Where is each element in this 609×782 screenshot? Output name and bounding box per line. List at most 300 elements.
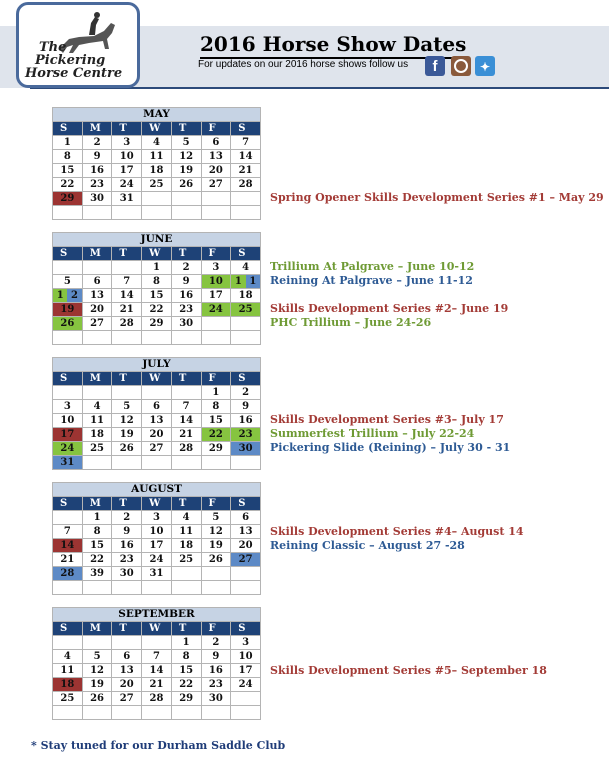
day-cell: 20 (112, 678, 142, 692)
weekday-label: F (201, 247, 231, 261)
day-cell: 7 (171, 400, 201, 414)
facebook-icon[interactable]: f (425, 56, 445, 76)
day-cell: 10 (142, 525, 172, 539)
day-cell: 15 (201, 414, 231, 428)
day-cell: 16 (231, 414, 261, 428)
weekday-header-row (53, 372, 261, 386)
day-cell (82, 331, 112, 345)
weekday-label: S (231, 622, 261, 636)
day-cell: 19 (201, 539, 231, 553)
weekday-label: T (171, 372, 201, 386)
day-cell: 24 (112, 178, 142, 192)
day-cell (201, 192, 231, 206)
week-row (53, 567, 261, 581)
weekday-label: S (53, 247, 83, 261)
day-cell (201, 706, 231, 720)
weekday-label: T (112, 622, 142, 636)
day-cell: 21 (171, 428, 201, 442)
day-cell: 26 (171, 178, 201, 192)
day-cell (53, 289, 83, 303)
logo-line-3: Horse Centre (25, 66, 123, 81)
day-cell: 8 (201, 400, 231, 414)
day-cell: 6 (142, 400, 172, 414)
day-cell (53, 261, 83, 275)
day-cell: 19 (53, 303, 83, 317)
day-cell (231, 581, 261, 595)
day-cell: 28 (142, 692, 172, 706)
day-cell (82, 581, 112, 595)
event-july-1: Skills Development Series #3– July 17 (270, 413, 504, 426)
day-cell (112, 331, 142, 345)
day-cell (171, 206, 201, 220)
day-cell: 17 (142, 539, 172, 553)
day-cell: 9 (201, 650, 231, 664)
day-cell: 14 (112, 289, 142, 303)
day-cell: 28 (53, 567, 83, 581)
week-row (53, 664, 261, 678)
month-header-row (53, 483, 261, 497)
day-cell: 9 (82, 150, 112, 164)
day-cell: 7 (112, 275, 142, 289)
weekday-label: M (82, 122, 112, 136)
day-cell: 3 (231, 636, 261, 650)
week-row (53, 414, 261, 428)
weekday-label: T (112, 122, 142, 136)
day-cell: 21 (142, 678, 172, 692)
day-cell: 29 (53, 192, 83, 206)
day-cell: 6 (112, 650, 142, 664)
day-cell: 20 (82, 303, 112, 317)
day-cell: 14 (142, 664, 172, 678)
day-cell: 14 (53, 539, 83, 553)
day-cell: 13 (112, 664, 142, 678)
day-cell (171, 331, 201, 345)
weekday-header-row (53, 622, 261, 636)
day-cell (82, 386, 112, 400)
day-cell (142, 636, 172, 650)
day-cell: 2 (171, 261, 201, 275)
day-cell (112, 581, 142, 595)
day-cell: 14 (171, 414, 201, 428)
day-cell (231, 192, 261, 206)
day-cell: 39 (82, 567, 112, 581)
day-cell: 16 (201, 664, 231, 678)
day-cell: 21 (112, 303, 142, 317)
day-cell: 23 (82, 178, 112, 192)
day-cell: 13 (142, 414, 172, 428)
day-cell: 11 (142, 150, 172, 164)
day-cell: 5 (82, 650, 112, 664)
day-cell (112, 706, 142, 720)
week-row (53, 206, 261, 220)
logo-line-2: Pickering (35, 53, 106, 68)
day-cell: 1 (201, 386, 231, 400)
week-row (53, 581, 261, 595)
month-name: SEPTEMBER (53, 608, 261, 622)
day-cell: 27 (142, 442, 172, 456)
day-cell (142, 581, 172, 595)
day-cell: 6 (82, 275, 112, 289)
event-june-2: Reining At Palgrave – June 11-12 (270, 274, 473, 287)
day-cell: 15 (142, 289, 172, 303)
day-cell: 1 (82, 511, 112, 525)
day-cell: 9 (171, 275, 201, 289)
day-cell: 10 (53, 414, 83, 428)
weekday-label: S (231, 122, 261, 136)
day-cell (171, 192, 201, 206)
weekday-label: W (142, 247, 172, 261)
day-cell: 24 (231, 678, 261, 692)
week-row (53, 164, 261, 178)
weekday-label: W (142, 122, 172, 136)
day-cell (231, 706, 261, 720)
weekday-label: M (82, 247, 112, 261)
day-part-blue: 2 (67, 289, 81, 302)
day-cell (112, 386, 142, 400)
week-row (53, 539, 261, 553)
week-row (53, 289, 261, 303)
weekday-label: F (201, 622, 231, 636)
week-row (53, 150, 261, 164)
weekday-label: S (53, 122, 83, 136)
weekday-label: T (171, 122, 201, 136)
day-part-blue: 1 (246, 275, 260, 288)
day-cell (201, 567, 231, 581)
day-cell: 7 (231, 136, 261, 150)
event-may-1: Spring Opener Skills Development Series #1 – May 29 (270, 191, 604, 204)
week-row (53, 636, 261, 650)
day-cell: 12 (112, 414, 142, 428)
day-cell: 12 (82, 664, 112, 678)
day-cell: 13 (82, 289, 112, 303)
day-cell (112, 636, 142, 650)
day-cell: 26 (201, 553, 231, 567)
week-row (53, 428, 261, 442)
week-row (53, 178, 261, 192)
day-cell: 19 (82, 678, 112, 692)
day-cell (112, 456, 142, 470)
day-cell: 28 (231, 178, 261, 192)
week-row (53, 456, 261, 470)
day-cell: 23 (201, 678, 231, 692)
day-cell: 20 (142, 428, 172, 442)
week-row (53, 706, 261, 720)
day-cell (82, 261, 112, 275)
week-row (53, 261, 261, 275)
week-row (53, 525, 261, 539)
day-cell: 11 (171, 525, 201, 539)
day-cell: 4 (231, 261, 261, 275)
day-cell: 24 (201, 303, 231, 317)
page-subtitle: For updates on our 2016 horse shows follow us (198, 59, 409, 70)
day-cell (231, 692, 261, 706)
day-cell: 27 (112, 692, 142, 706)
month-header-row (53, 358, 261, 372)
weekday-label: T (171, 497, 201, 511)
day-cell (231, 275, 261, 289)
day-cell: 1 (142, 261, 172, 275)
weekday-label: S (53, 497, 83, 511)
day-cell: 6 (201, 136, 231, 150)
day-cell: 13 (231, 525, 261, 539)
day-cell (82, 636, 112, 650)
week-row (53, 511, 261, 525)
day-cell: 26 (82, 692, 112, 706)
day-cell: 16 (112, 539, 142, 553)
day-cell: 19 (171, 164, 201, 178)
day-cell (171, 567, 201, 581)
day-cell: 31 (142, 567, 172, 581)
day-cell: 30 (201, 692, 231, 706)
day-cell: 20 (231, 539, 261, 553)
day-cell: 4 (171, 511, 201, 525)
day-cell: 25 (82, 442, 112, 456)
day-cell: 9 (231, 400, 261, 414)
day-cell: 12 (201, 525, 231, 539)
day-cell: 25 (231, 303, 261, 317)
day-cell (231, 206, 261, 220)
weekday-label: S (53, 622, 83, 636)
week-row (53, 275, 261, 289)
weekday-label: T (112, 497, 142, 511)
weekday-label: S (53, 372, 83, 386)
event-august-2: Reining Classic – August 27 -28 (270, 539, 465, 552)
day-cell: 18 (53, 678, 83, 692)
week-row (53, 650, 261, 664)
event-july-3: Pickering Slide (Reining) – July 30 - 31 (270, 441, 511, 454)
day-cell (231, 567, 261, 581)
day-cell: 18 (231, 289, 261, 303)
day-cell: 7 (53, 525, 83, 539)
day-cell (53, 706, 83, 720)
twitter-icon[interactable]: ✦ (475, 56, 495, 76)
month-name: JUNE (53, 233, 261, 247)
day-cell (142, 456, 172, 470)
day-cell: 28 (171, 442, 201, 456)
logo (16, 2, 140, 88)
day-cell: 11 (82, 414, 112, 428)
month-name: AUGUST (53, 483, 261, 497)
day-cell: 2 (82, 136, 112, 150)
event-june-3: Skills Development Series #2– June 19 (270, 302, 509, 315)
day-cell (142, 206, 172, 220)
day-part-green: 1 (53, 289, 67, 302)
day-cell: 30 (171, 317, 201, 331)
day-cell: 5 (53, 275, 83, 289)
day-cell: 5 (201, 511, 231, 525)
event-june-1: Trillium At Palgrave – June 10-12 (270, 260, 475, 273)
day-cell: 3 (112, 136, 142, 150)
day-cell: 18 (171, 539, 201, 553)
day-cell (201, 581, 231, 595)
day-cell (142, 706, 172, 720)
day-cell: 31 (112, 192, 142, 206)
week-row (53, 678, 261, 692)
day-cell: 13 (201, 150, 231, 164)
day-cell: 21 (231, 164, 261, 178)
weekday-label: T (112, 372, 142, 386)
weekday-header-row (53, 122, 261, 136)
day-cell: 3 (142, 511, 172, 525)
day-cell: 17 (53, 428, 83, 442)
weekday-label: W (142, 622, 172, 636)
day-cell: 3 (201, 261, 231, 275)
day-cell (171, 706, 201, 720)
day-cell: 10 (112, 150, 142, 164)
day-cell (142, 386, 172, 400)
day-cell: 18 (82, 428, 112, 442)
day-cell: 22 (201, 428, 231, 442)
day-cell: 6 (231, 511, 261, 525)
day-cell: 10 (201, 275, 231, 289)
day-cell (231, 317, 261, 331)
day-cell: 8 (82, 525, 112, 539)
page-title: 2016 Horse Show Dates (200, 32, 466, 59)
day-cell: 30 (231, 442, 261, 456)
day-cell: 26 (112, 442, 142, 456)
day-cell: 17 (201, 289, 231, 303)
day-cell: 20 (201, 164, 231, 178)
month-header-row (53, 608, 261, 622)
week-row (53, 192, 261, 206)
day-cell: 15 (53, 164, 83, 178)
day-cell: 27 (82, 317, 112, 331)
day-cell (53, 206, 83, 220)
day-part-green: 1 (231, 275, 245, 288)
weekday-label: M (82, 622, 112, 636)
day-cell: 17 (112, 164, 142, 178)
day-cell (201, 331, 231, 345)
day-cell: 8 (142, 275, 172, 289)
day-cell (82, 706, 112, 720)
day-cell (53, 386, 83, 400)
week-row (53, 400, 261, 414)
weekday-label: F (201, 122, 231, 136)
weekday-label: T (171, 247, 201, 261)
day-cell: 25 (142, 178, 172, 192)
month-header-row (53, 233, 261, 247)
day-cell: 22 (82, 553, 112, 567)
weekday-label: F (201, 497, 231, 511)
day-cell: 2 (112, 511, 142, 525)
day-cell (171, 581, 201, 595)
week-row (53, 331, 261, 345)
day-cell: 11 (53, 664, 83, 678)
day-cell (142, 192, 172, 206)
day-cell (53, 581, 83, 595)
month-name: JULY (53, 358, 261, 372)
day-cell (142, 331, 172, 345)
instagram-icon[interactable] (451, 56, 471, 76)
day-cell: 12 (171, 150, 201, 164)
day-cell: 30 (82, 192, 112, 206)
calendar-september (52, 607, 261, 720)
day-cell: 25 (53, 692, 83, 706)
weekday-label: F (201, 372, 231, 386)
day-cell (171, 456, 201, 470)
day-cell (112, 206, 142, 220)
week-row (53, 317, 261, 331)
month-name: MAY (53, 108, 261, 122)
day-cell (201, 456, 231, 470)
day-cell: 22 (142, 303, 172, 317)
week-row (53, 386, 261, 400)
day-cell: 8 (171, 650, 201, 664)
day-cell (171, 386, 201, 400)
day-cell: 29 (142, 317, 172, 331)
calendar-may (52, 107, 261, 220)
day-cell: 2 (201, 636, 231, 650)
day-cell: 23 (231, 428, 261, 442)
day-cell: 23 (171, 303, 201, 317)
week-row (53, 442, 261, 456)
day-cell (53, 511, 83, 525)
event-june-4: PHC Trillium – June 24-26 (270, 316, 432, 329)
day-cell: 1 (171, 636, 201, 650)
day-cell (112, 261, 142, 275)
calendar-june (52, 232, 261, 345)
weekday-label: S (231, 497, 261, 511)
day-cell: 4 (82, 400, 112, 414)
day-cell (82, 456, 112, 470)
day-cell: 4 (142, 136, 172, 150)
day-cell: 14 (231, 150, 261, 164)
day-cell: 17 (231, 664, 261, 678)
event-august-1: Skills Development Series #4– August 14 (270, 525, 524, 538)
day-cell: 24 (53, 442, 83, 456)
weekday-header-row (53, 247, 261, 261)
day-cell: 5 (171, 136, 201, 150)
day-cell: 15 (171, 664, 201, 678)
day-cell: 22 (53, 178, 83, 192)
day-cell: 7 (142, 650, 172, 664)
day-cell: 26 (53, 317, 83, 331)
weekday-label: S (231, 372, 261, 386)
week-row (53, 136, 261, 150)
day-cell: 10 (231, 650, 261, 664)
weekday-label: M (82, 497, 112, 511)
day-cell (201, 317, 231, 331)
day-cell (201, 206, 231, 220)
day-cell (53, 331, 83, 345)
day-cell: 27 (231, 553, 261, 567)
calendar-august (52, 482, 261, 595)
day-cell: 30 (112, 567, 142, 581)
event-september-1: Skills Development Series #5– September 18 (270, 664, 547, 677)
weekday-label: W (142, 372, 172, 386)
day-cell: 31 (53, 456, 83, 470)
weekday-label: W (142, 497, 172, 511)
day-cell: 4 (53, 650, 83, 664)
day-cell: 3 (53, 400, 83, 414)
day-cell (53, 636, 83, 650)
day-cell: 24 (142, 553, 172, 567)
day-cell: 8 (53, 150, 83, 164)
day-cell: 29 (171, 692, 201, 706)
day-cell: 28 (112, 317, 142, 331)
logo-line-1: The (39, 40, 67, 55)
day-cell: 9 (112, 525, 142, 539)
day-cell: 21 (53, 553, 83, 567)
calendar-july (52, 357, 261, 470)
week-row (53, 303, 261, 317)
day-cell: 29 (201, 442, 231, 456)
day-cell: 23 (112, 553, 142, 567)
footer-note: * Stay tuned for our Durham Saddle Club (31, 739, 286, 752)
day-cell (231, 331, 261, 345)
day-cell: 27 (201, 178, 231, 192)
week-row (53, 553, 261, 567)
